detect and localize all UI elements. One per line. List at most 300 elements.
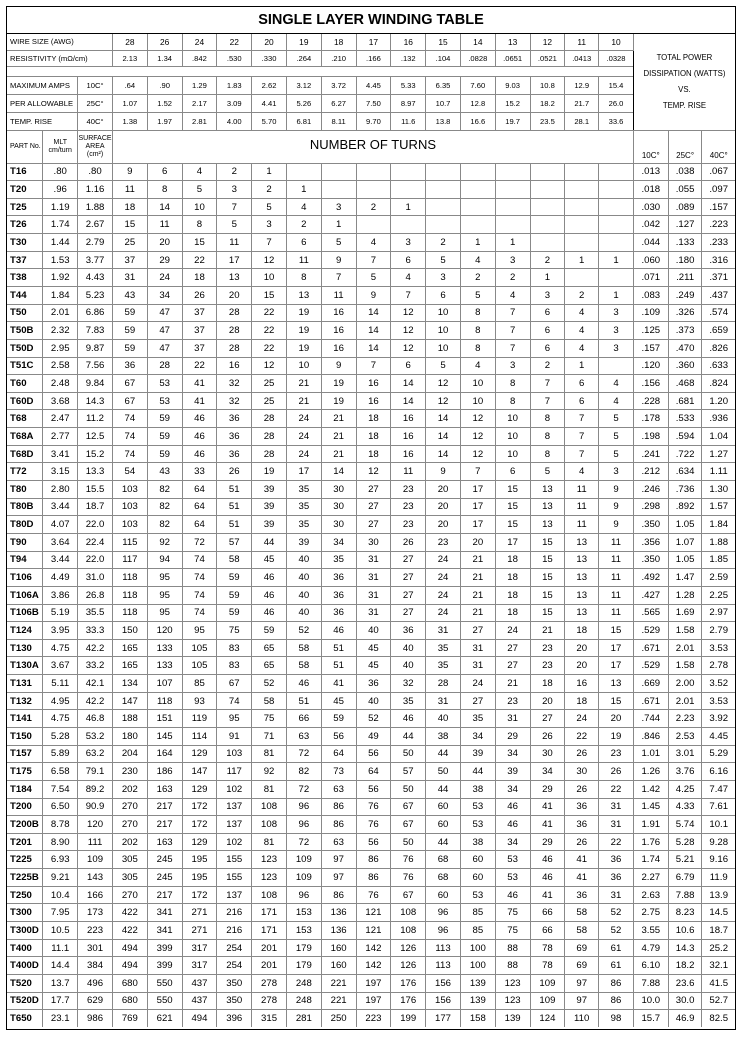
turns-value: 3 — [426, 269, 461, 287]
turns-value: 26 — [182, 286, 217, 304]
turns-value: 38 — [460, 780, 495, 798]
turns-value: 63 — [286, 728, 321, 746]
part-number: T225B — [7, 869, 43, 887]
table-row — [7, 286, 735, 304]
turns-value: 35 — [391, 692, 426, 710]
turns-value: 165 — [112, 639, 147, 657]
wire-size-value: 12 — [530, 34, 565, 50]
turns-value: 50 — [391, 780, 426, 798]
turns-value — [565, 163, 599, 181]
turns-value: 123 — [495, 992, 530, 1010]
turns-value: 29 — [495, 728, 530, 746]
surface-area-value: 12.5 — [78, 428, 113, 446]
turns-value: 59 — [112, 322, 147, 340]
turns-value: 59 — [217, 604, 252, 622]
turns-value: 108 — [252, 816, 287, 834]
turns-value: 40 — [391, 657, 426, 675]
resistivity-value: .0651 — [495, 50, 530, 66]
amps-row-25c — [7, 94, 735, 112]
part-number: T300D — [7, 922, 43, 940]
turns-value: 8 — [460, 304, 495, 322]
turns-value: 134 — [112, 675, 147, 693]
turns-value: 172 — [182, 886, 217, 904]
turns-value: 18 — [495, 551, 530, 569]
mlt-value: .96 — [43, 181, 78, 199]
turns-value: 5 — [599, 445, 634, 463]
table-row — [7, 322, 735, 340]
turns-value: 67 — [112, 375, 147, 393]
turns-value: 136 — [321, 922, 356, 940]
turns-value: 165 — [112, 657, 147, 675]
turns-value: 58 — [286, 639, 321, 657]
turns-value: 171 — [252, 904, 287, 922]
surface-area-value: 120 — [78, 816, 113, 834]
turns-value — [460, 198, 495, 216]
turns-value: 7 — [495, 322, 530, 340]
mlt-header: MLT cm/turn — [43, 130, 78, 163]
turns-value: 40 — [356, 692, 391, 710]
wire-size-value: 26 — [147, 34, 182, 50]
turns-value: 118 — [147, 692, 182, 710]
turns-value: 30 — [565, 763, 599, 781]
turns-value: 39 — [460, 745, 495, 763]
power-value: .211 — [668, 269, 702, 287]
table-row — [7, 428, 735, 446]
part-number: T132 — [7, 692, 43, 710]
power-value: .826 — [702, 339, 735, 357]
turns-value: 53 — [147, 392, 182, 410]
turns-value: 20 — [426, 481, 461, 499]
turns-value — [426, 216, 461, 234]
table-row — [7, 516, 735, 534]
table-row — [7, 551, 735, 569]
turns-value: 30 — [321, 498, 356, 516]
turns-value: 75 — [495, 922, 530, 940]
surface-area-value: 26.8 — [78, 586, 113, 604]
mlt-value: 17.7 — [43, 992, 78, 1010]
turns-value: 223 — [356, 1010, 391, 1028]
turns-value: 20 — [147, 234, 182, 252]
turns-value: 95 — [217, 710, 252, 728]
surface-area-value: 109 — [78, 851, 113, 869]
surface-area-value: 42.2 — [78, 639, 113, 657]
table-row — [7, 922, 735, 940]
turns-value: 1 — [252, 163, 287, 181]
turns-value: 5 — [599, 428, 634, 446]
power-value: .533 — [668, 410, 702, 428]
turns-value: 186 — [147, 763, 182, 781]
wire-size-row — [7, 34, 735, 50]
max-amps-value: 1.52 — [147, 94, 182, 112]
power-value: .055 — [668, 181, 702, 199]
turns-value: 126 — [391, 957, 426, 975]
turns-value: 50 — [426, 763, 461, 781]
turns-value: 1 — [599, 286, 634, 304]
turns-value: 17 — [599, 639, 634, 657]
turns-value: 81 — [252, 745, 287, 763]
turns-value: 26 — [565, 745, 599, 763]
turns-value: 44 — [426, 745, 461, 763]
turns-value: 24 — [565, 710, 599, 728]
turns-value: 4 — [391, 269, 426, 287]
turns-value: 399 — [147, 957, 182, 975]
turns-value: 24 — [426, 569, 461, 587]
max-amps-value: 5.70 — [252, 112, 287, 130]
turns-value: 40 — [286, 569, 321, 587]
part-number: T200 — [7, 798, 43, 816]
part-no-header: PART No. — [7, 130, 43, 163]
turns-value — [321, 163, 356, 181]
table-row — [7, 974, 735, 992]
table-row — [7, 657, 735, 675]
turns-value: 9 — [321, 357, 356, 375]
turns-value: 201 — [252, 939, 287, 957]
turns-value: 18 — [356, 428, 391, 446]
resistivity-value: .104 — [426, 50, 461, 66]
turns-value: 86 — [356, 851, 391, 869]
max-amps-value: 28.1 — [565, 112, 599, 130]
turns-value: 64 — [356, 763, 391, 781]
turns-value: 41 — [565, 851, 599, 869]
turns-value: 494 — [112, 939, 147, 957]
wire-size-value: 28 — [112, 34, 147, 50]
power-value: 2.23 — [668, 710, 702, 728]
turns-value: 1 — [599, 251, 634, 269]
turns-value: 1 — [286, 181, 321, 199]
part-number: T26 — [7, 216, 43, 234]
turns-value: 12 — [426, 375, 461, 393]
mlt-value: 5.11 — [43, 675, 78, 693]
table-row — [7, 357, 735, 375]
turns-value: 27 — [391, 604, 426, 622]
turns-value: 27 — [356, 516, 391, 534]
turns-value: 45 — [252, 551, 287, 569]
max-amps-value: 10.7 — [426, 94, 461, 112]
turns-value: 51 — [286, 692, 321, 710]
turns-value — [530, 216, 565, 234]
power-value: .529 — [633, 657, 668, 675]
surface-area-value: 11.2 — [78, 410, 113, 428]
turns-value: 16 — [217, 357, 252, 375]
part-number: T520 — [7, 974, 43, 992]
turns-value: 119 — [182, 710, 217, 728]
mlt-value: 3.86 — [43, 586, 78, 604]
part-number: T157 — [7, 745, 43, 763]
turns-value: 51 — [321, 657, 356, 675]
turns-value: 21 — [321, 428, 356, 446]
power-value: 1.04 — [702, 428, 735, 446]
turns-value: 494 — [182, 1010, 217, 1028]
power-temp-header: 40C° — [702, 130, 735, 163]
turns-value: 76 — [391, 851, 426, 869]
max-amps-value: 1.29 — [182, 76, 217, 94]
turns-value — [565, 181, 599, 199]
turns-value: 156 — [426, 974, 461, 992]
turns-value: 118 — [112, 569, 147, 587]
max-amps-value: 7.60 — [460, 76, 495, 94]
turns-value: 121 — [356, 922, 391, 940]
turns-value — [599, 234, 634, 252]
turns-value: 16 — [356, 392, 391, 410]
table-row — [7, 816, 735, 834]
turns-value: 19 — [252, 463, 287, 481]
turns-value: 56 — [321, 728, 356, 746]
turns-value: 9 — [599, 498, 634, 516]
surface-area-value: 31.0 — [78, 569, 113, 587]
table-row — [7, 957, 735, 975]
turns-value: 28 — [252, 410, 287, 428]
part-number: T51C — [7, 357, 43, 375]
turns-value: 59 — [112, 304, 147, 322]
turns-value: 74 — [182, 604, 217, 622]
turns-value: 37 — [112, 251, 147, 269]
turns-value: 7 — [217, 198, 252, 216]
turns-value: 19 — [286, 322, 321, 340]
power-value: .736 — [668, 481, 702, 499]
power-value: .178 — [633, 410, 668, 428]
mlt-value: 9.21 — [43, 869, 78, 887]
turns-value: 28 — [252, 428, 287, 446]
turns-value: 341 — [147, 904, 182, 922]
turns-value: 4 — [565, 304, 599, 322]
turns-value: 12 — [252, 251, 287, 269]
turns-value: 47 — [147, 322, 182, 340]
max-amps-value: 15.4 — [599, 76, 634, 94]
surface-area-value: 6.86 — [78, 304, 113, 322]
turns-value: 58 — [286, 657, 321, 675]
turns-value: 53 — [147, 375, 182, 393]
turns-value: 30 — [321, 481, 356, 499]
resistivity-value: .842 — [182, 50, 217, 66]
power-value: .634 — [668, 463, 702, 481]
turns-value: 204 — [112, 745, 147, 763]
turns-value: 108 — [252, 798, 287, 816]
turns-value — [599, 181, 634, 199]
turns-value: 113 — [426, 939, 461, 957]
power-value: .233 — [702, 234, 735, 252]
turns-value: 23 — [391, 516, 426, 534]
power-value: 4.79 — [633, 939, 668, 957]
turns-value: 422 — [112, 904, 147, 922]
turns-value: 23 — [495, 692, 530, 710]
surface-area-value: 90.9 — [78, 798, 113, 816]
turns-value: 110 — [565, 1010, 599, 1028]
turns-value: 11 — [599, 551, 634, 569]
turns-value: 46 — [495, 816, 530, 834]
power-value: .892 — [668, 498, 702, 516]
power-value: 2.79 — [702, 622, 735, 640]
turns-value: 109 — [530, 974, 565, 992]
wire-size-value: 13 — [495, 34, 530, 50]
turns-value: 63 — [321, 833, 356, 851]
turns-value: 103 — [112, 516, 147, 534]
turns-value: 216 — [217, 904, 252, 922]
surface-area-value: 7.56 — [78, 357, 113, 375]
turns-value: 217 — [147, 886, 182, 904]
part-number: T60 — [7, 375, 43, 393]
turns-value: 34 — [321, 533, 356, 551]
part-number: T150 — [7, 728, 43, 746]
table-row — [7, 833, 735, 851]
turns-value: 17 — [217, 251, 252, 269]
turns-value: 67 — [391, 798, 426, 816]
table-row — [7, 869, 735, 887]
turns-value: 5 — [356, 269, 391, 287]
turns-value: 4 — [460, 357, 495, 375]
max-amps-value: 2.81 — [182, 112, 217, 130]
power-value: .492 — [633, 569, 668, 587]
turns-value: 59 — [321, 710, 356, 728]
mlt-value: .80 — [43, 163, 78, 181]
part-number: T175 — [7, 763, 43, 781]
power-value: .067 — [702, 163, 735, 181]
turns-value: 151 — [147, 710, 182, 728]
part-number: T50D — [7, 339, 43, 357]
turns-value: 3 — [530, 286, 565, 304]
power-value: 30.0 — [668, 992, 702, 1010]
turns-value: 139 — [495, 1010, 530, 1028]
power-value: .180 — [668, 251, 702, 269]
part-number: T106 — [7, 569, 43, 587]
turns-value: 35 — [426, 657, 461, 675]
turns-value: 12 — [391, 304, 426, 322]
turns-value: 72 — [286, 780, 321, 798]
turns-value: 66 — [530, 904, 565, 922]
turns-value: 680 — [112, 974, 147, 992]
turns-value: 14 — [426, 428, 461, 446]
power-value: 5.28 — [668, 833, 702, 851]
turns-value — [391, 181, 426, 199]
power-value: 1.69 — [668, 604, 702, 622]
turns-value: 1 — [321, 216, 356, 234]
turns-value: 105 — [182, 657, 217, 675]
power-value: .013 — [633, 163, 668, 181]
max-amps-value: 9.03 — [495, 76, 530, 94]
resistivity-value: .0413 — [565, 50, 599, 66]
turns-value: 31 — [356, 569, 391, 587]
turns-value: 59 — [252, 622, 287, 640]
table-row — [7, 586, 735, 604]
turns-value: 114 — [182, 728, 217, 746]
turns-value: 133 — [147, 657, 182, 675]
turns-value: 278 — [252, 992, 287, 1010]
turns-value: 36 — [217, 445, 252, 463]
mlt-value: 2.48 — [43, 375, 78, 393]
turns-value: 147 — [182, 763, 217, 781]
table-title: SINGLE LAYER WINDING TABLE — [7, 7, 735, 34]
power-value: .594 — [668, 428, 702, 446]
turns-value: 13 — [565, 604, 599, 622]
turns-value: 46 — [252, 586, 287, 604]
resistivity-value: 1.34 — [147, 50, 182, 66]
part-number: T68D — [7, 445, 43, 463]
turns-value: 53 — [460, 798, 495, 816]
max-amps-value: 15.2 — [495, 94, 530, 112]
turns-value: 56 — [356, 780, 391, 798]
surface-area-value: 14.3 — [78, 392, 113, 410]
turns-value — [599, 198, 634, 216]
turns-value: 51 — [217, 481, 252, 499]
turns-value: 17 — [460, 498, 495, 516]
surface-area-value: 42.2 — [78, 692, 113, 710]
turns-value: 61 — [599, 939, 634, 957]
turns-value: 76 — [391, 869, 426, 887]
surface-area-value: 9.87 — [78, 339, 113, 357]
surface-area-value: 629 — [78, 992, 113, 1010]
part-number: T650 — [7, 1010, 43, 1028]
part-number: T38 — [7, 269, 43, 287]
surface-area-value: 1.16 — [78, 181, 113, 199]
power-value: 32.1 — [702, 957, 735, 975]
turns-value: 31 — [426, 622, 461, 640]
turns-value: 15 — [182, 234, 217, 252]
turns-value: 81 — [252, 833, 287, 851]
max-amps-value: 33.6 — [599, 112, 634, 130]
power-value: .038 — [668, 163, 702, 181]
turns-value: 494 — [112, 957, 147, 975]
turns-value: 3 — [321, 198, 356, 216]
turns-value: 18 — [356, 445, 391, 463]
turns-value: 27 — [530, 710, 565, 728]
part-number: T400D — [7, 957, 43, 975]
turns-value: 7 — [565, 410, 599, 428]
turns-value: 13 — [530, 481, 565, 499]
mlt-value: 23.1 — [43, 1010, 78, 1028]
turns-value: 11 — [599, 569, 634, 587]
part-number: T106A — [7, 586, 43, 604]
part-number: T200B — [7, 816, 43, 834]
resistivity-value: .330 — [252, 50, 287, 66]
turns-value — [530, 198, 565, 216]
turns-value: 75 — [495, 904, 530, 922]
turns-value: 56 — [356, 745, 391, 763]
turns-value — [530, 163, 565, 181]
turns-value: 109 — [286, 869, 321, 887]
turns-value: 36 — [356, 675, 391, 693]
mlt-value: 3.15 — [43, 463, 78, 481]
turns-value: 67 — [391, 816, 426, 834]
turns-value: 10 — [286, 357, 321, 375]
turns-value: 82 — [286, 763, 321, 781]
turns-value: 6 — [286, 234, 321, 252]
turns-value: 36 — [217, 410, 252, 428]
power-header-line1: TOTAL POWER — [656, 52, 713, 62]
surface-area-value: 1.88 — [78, 198, 113, 216]
turns-value: 76 — [356, 798, 391, 816]
mlt-value: 13.7 — [43, 974, 78, 992]
part-number: T44 — [7, 286, 43, 304]
turns-value: 120 — [147, 622, 182, 640]
turns-value: 10 — [460, 375, 495, 393]
turns-value: 230 — [112, 763, 147, 781]
wire-size-value: 15 — [426, 34, 461, 50]
turns-value: 57 — [217, 533, 252, 551]
turns-value: 31 — [460, 657, 495, 675]
power-value: 82.5 — [702, 1010, 735, 1028]
turns-value: 15 — [530, 551, 565, 569]
turns-value: 46 — [286, 675, 321, 693]
turns-value: 43 — [112, 286, 147, 304]
surface-area-value: 22.0 — [78, 551, 113, 569]
turns-value — [495, 181, 530, 199]
turns-value: 16 — [321, 322, 356, 340]
turns-value: 350 — [217, 992, 252, 1010]
power-value: .156 — [633, 375, 668, 393]
surface-area-value: 22.4 — [78, 533, 113, 551]
turns-value: 22 — [182, 357, 217, 375]
turns-value: 85 — [182, 675, 217, 693]
turns-value: 100 — [460, 957, 495, 975]
